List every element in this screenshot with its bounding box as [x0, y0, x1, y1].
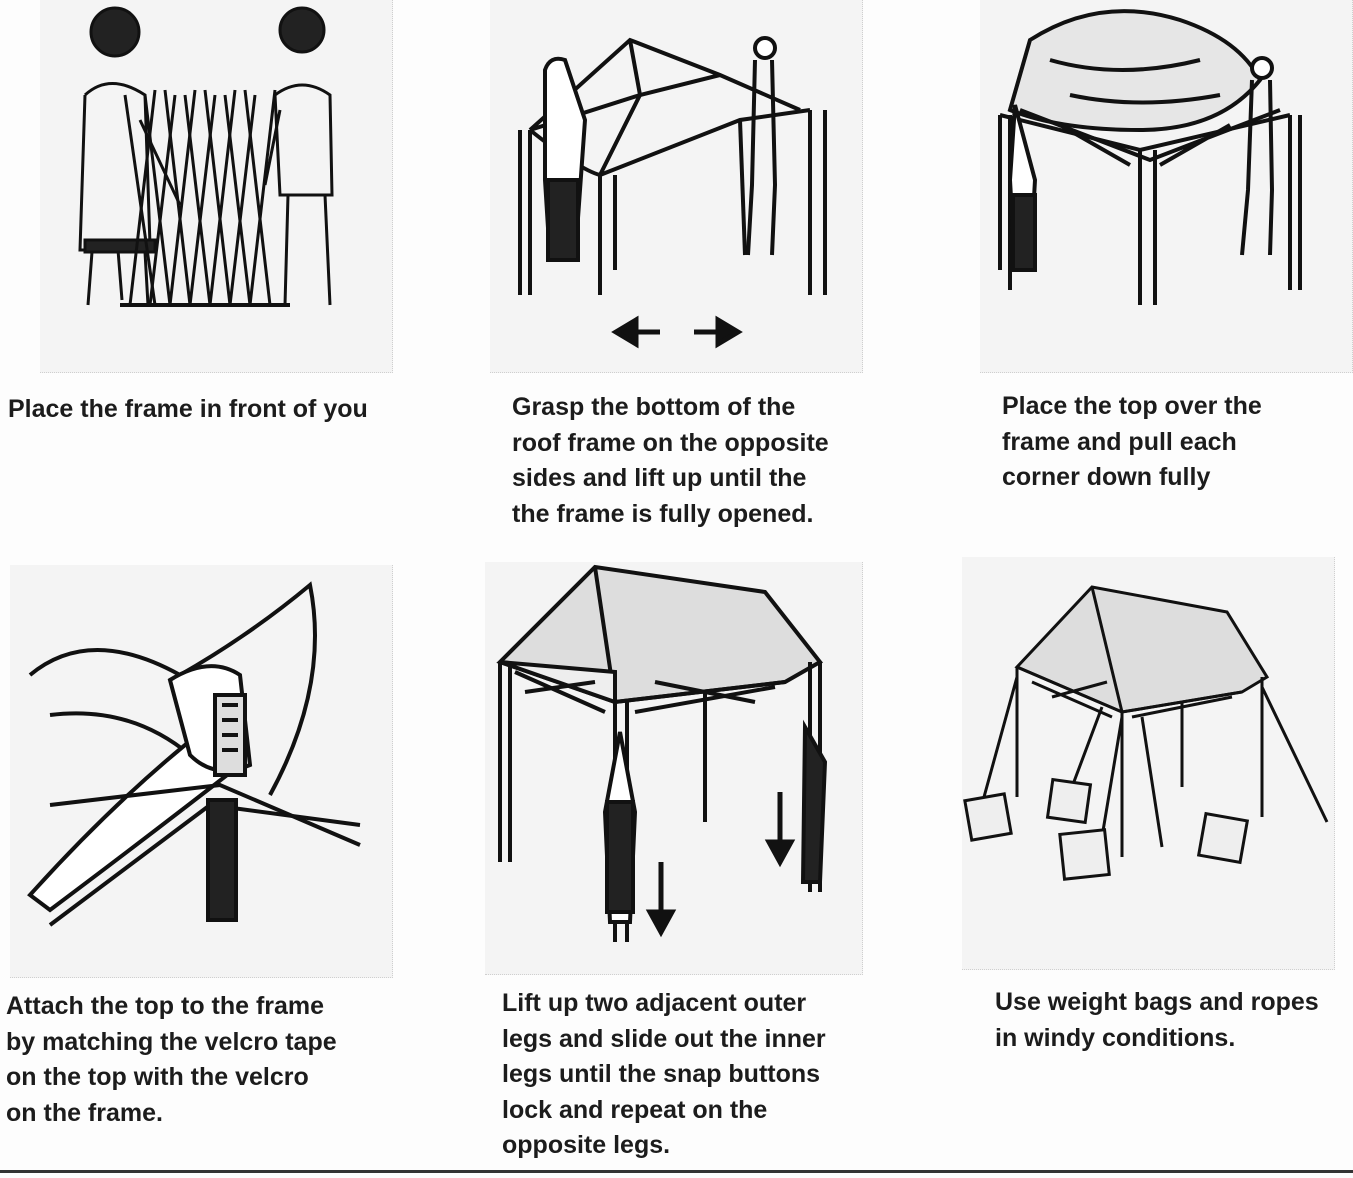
step-3-caption: Place the top over the frame and pull each corner down fully: [1002, 392, 1262, 491]
step-2-illustration: [490, 0, 863, 373]
step-3-illustration: [980, 0, 1353, 373]
step-1-illustration: [40, 0, 393, 373]
step-5-caption: Lift up two adjacent outer legs and slide out the inner legs until the snap buttons lock and repeat on the opposite legs.: [502, 989, 826, 1159]
step-4-illustration: [10, 565, 393, 978]
step-1-caption: Place the frame in front of you: [8, 395, 368, 423]
step-5-illustration: [485, 562, 863, 975]
step-6-illustration: [962, 557, 1335, 970]
step-2-caption: Grasp the bottom of the roof frame on the opposite sides and lift up until the the frame is fully opened.: [512, 393, 829, 528]
bottom-rule: [0, 1170, 1353, 1173]
step-4-caption: Attach the top to the frame by matching the velcro tape on the top with the velcro on the frame.: [6, 992, 337, 1127]
step-6-caption: Use weight bags and ropes in windy conditions.: [995, 988, 1319, 1052]
